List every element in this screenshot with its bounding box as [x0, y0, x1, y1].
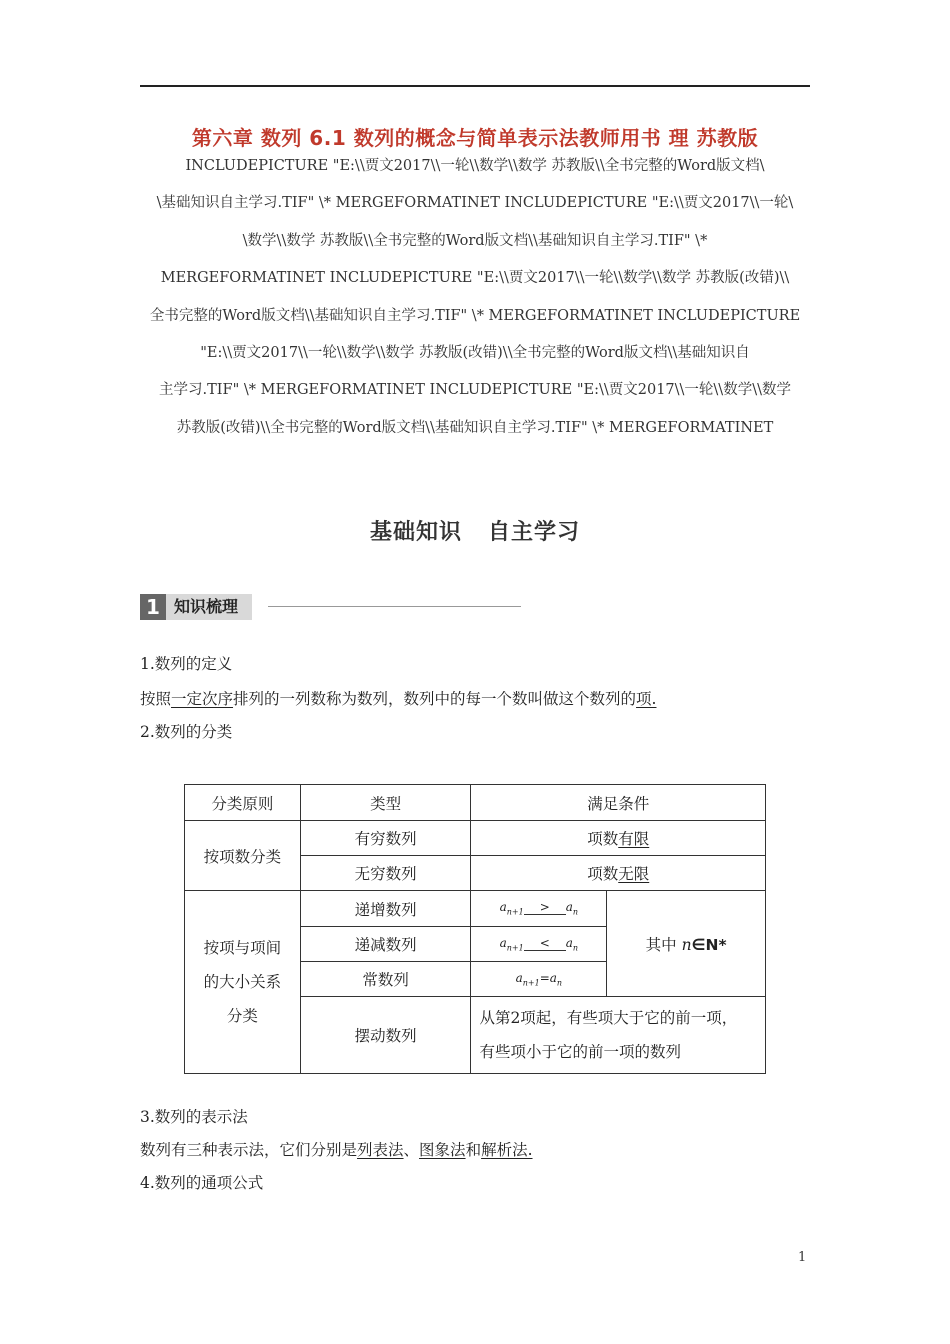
- badge-rule: [268, 606, 521, 607]
- blank-answer: 一定次序: [171, 690, 234, 708]
- condition-cell: [471, 821, 766, 856]
- type-cell: 常数列: [300, 962, 471, 997]
- table-header: 分类原则: [185, 785, 301, 821]
- s3-heading: 3.数列的表示法: [140, 1108, 248, 1126]
- group-label: [185, 891, 301, 1074]
- document-title: 第六章 数列 6.1 数列的概念与简单表示法教师用书 理 苏教版: [191, 126, 759, 150]
- condition-note: [607, 891, 766, 997]
- header-rule: [140, 85, 810, 87]
- table-header: 类型: [300, 785, 471, 821]
- condition-formula: [471, 962, 607, 997]
- field-code-line: \数学\\数学 苏教版\\全书完整的Word版文档\\基础知识自主学习.TIF" \*: [242, 232, 708, 249]
- field-code-line: INCLUDEPICTURE "E:\\贾文2017\\一轮\\数学\\数学 苏教版\\全书完整的Word版文档\: [185, 158, 765, 174]
- condition-cell: [471, 997, 766, 1074]
- formula-sub: n+1: [522, 978, 540, 988]
- s1-text-mid: 排列的一列数称为数列，数列中的每一个数叫做这个数列的: [233, 690, 637, 708]
- badge-number: 1: [140, 594, 166, 620]
- field-code-line: 主学习.TIF" \* MERGEFORMATINET INCLUDEPICTURE "E:\\贾文2017\\一轮\\数学\\数学: [159, 382, 791, 399]
- formula-sub: n+1: [506, 943, 524, 953]
- s3-sep: 、: [403, 1141, 420, 1159]
- condition-formula: [471, 927, 607, 962]
- condition-cell: [471, 856, 766, 891]
- formula-var: a: [499, 900, 507, 915]
- group-label: 按项数分类: [185, 821, 301, 891]
- field-code-block: [140, 148, 810, 447]
- formula-var: a: [549, 970, 557, 985]
- blank-answer: 解析法.: [481, 1141, 533, 1159]
- formula-var: a: [515, 970, 523, 985]
- formula-sub: n+1: [506, 907, 524, 917]
- group-label-line: 按项与项间: [203, 939, 282, 957]
- formula-var: a: [499, 935, 507, 950]
- section-heading: 基础知识 自主学习: [370, 520, 580, 545]
- s1-text: [140, 687, 656, 709]
- section-badge: [140, 594, 252, 620]
- field-code-line: MERGEFORMATINET INCLUDEPICTURE "E:\\贾文2017\\一轮\\数学\\数学 苏教版(改错)\\: [160, 270, 790, 287]
- s3-text: [140, 1138, 533, 1160]
- s4-heading: 4.数列的通项公式: [140, 1174, 264, 1192]
- formula-sub: n: [572, 907, 579, 917]
- table-row: [185, 785, 766, 821]
- page-number: 1: [798, 1250, 807, 1265]
- blank-answer: 无限: [618, 865, 650, 883]
- type-cell: 摆动数列: [300, 997, 471, 1074]
- s3-sep: 和: [465, 1141, 482, 1159]
- note-set: ∈N*: [691, 935, 727, 954]
- field-code-line: "E:\\贾文2017\\一轮\\数学\\数学 苏教版(改错)\\全书完整的Word版文档\\基础知识自: [200, 344, 750, 361]
- note-var: n: [681, 935, 692, 954]
- field-code-line: 全书完整的Word版文档\\基础知识自主学习.TIF" \* MERGEFORMATINET INCLUDEPICTURE: [149, 307, 801, 324]
- blank-answer: <: [524, 936, 566, 951]
- table-row: [185, 891, 766, 927]
- badge-label: 知识梳理: [166, 594, 252, 620]
- blank-answer: 列表法: [357, 1141, 404, 1159]
- blank-answer: 有限: [618, 830, 650, 848]
- formula-sub: n: [572, 943, 579, 953]
- condition-text: 项数: [587, 830, 619, 848]
- field-code-line: 苏教版(改错)\\全书完整的Word版文档\\基础知识自主学习.TIF" \* MERGEFORMATINET: [176, 419, 774, 436]
- formula-op: =: [539, 970, 550, 985]
- condition-text: 项数: [587, 865, 619, 883]
- type-cell: 递减数列: [300, 927, 471, 962]
- formula-sub: n: [556, 978, 563, 988]
- group-label-line: 的大小关系: [203, 973, 282, 991]
- s2-heading: 2.数列的分类: [140, 723, 233, 741]
- classification-table: [184, 784, 766, 1074]
- group-label-line: 分类: [226, 1007, 258, 1025]
- condition-line: 从第2项起，有些项大于它的前一项，: [479, 1009, 738, 1027]
- table-header: 满足条件: [471, 785, 766, 821]
- s1-text-pre: 按照: [140, 690, 172, 708]
- s1-heading: 1.数列的定义: [140, 655, 233, 673]
- formula-var: a: [565, 935, 573, 950]
- s3-text-pre: 数列有三种表示法，它们分别是: [140, 1141, 358, 1159]
- formula-var: a: [565, 900, 573, 915]
- type-cell: 有穷数列: [300, 821, 471, 856]
- field-code-line: \基础知识自主学习.TIF" \* MERGEFORMATINET INCLUDEPICTURE "E:\\贾文2017\\一轮\: [156, 195, 794, 212]
- blank-answer: >: [524, 900, 566, 915]
- note-text: 其中: [645, 935, 682, 954]
- type-cell: 无穷数列: [300, 856, 471, 891]
- blank-answer: 图象法: [419, 1141, 466, 1159]
- condition-formula: [471, 891, 607, 927]
- type-cell: 递增数列: [300, 891, 471, 927]
- table-row: [185, 821, 766, 856]
- condition-line: 有些项小于它的前一项的数列: [479, 1043, 681, 1061]
- blank-answer: 项.: [636, 690, 657, 708]
